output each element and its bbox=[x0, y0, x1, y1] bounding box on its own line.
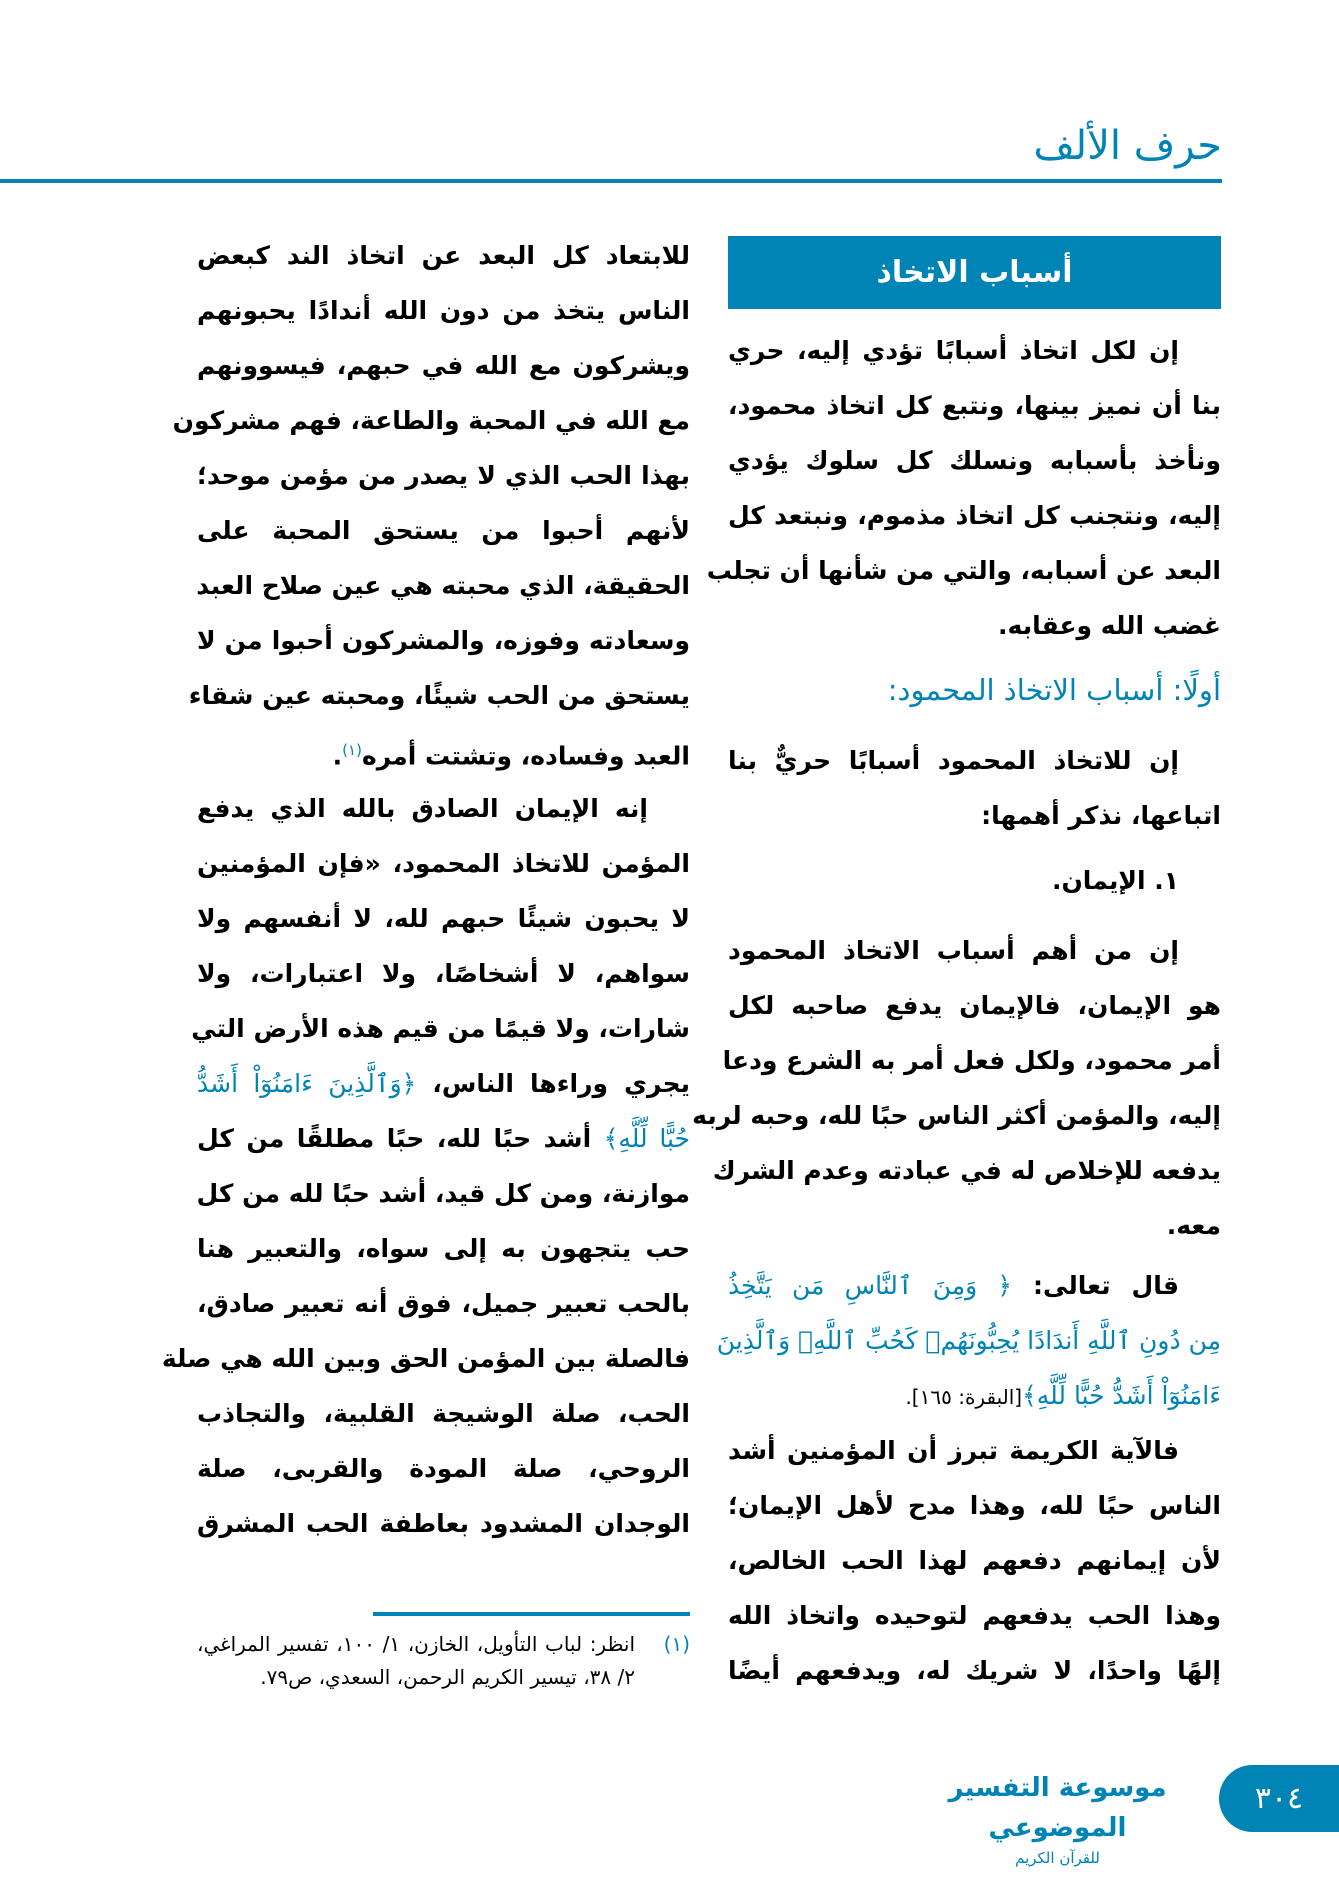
text-segment: إلهًا واحدًا، لا شريك له، ويدفعهم أيضًا bbox=[728, 1656, 1221, 1685]
logo-subtitle: للقرآن الكريم bbox=[1015, 1849, 1100, 1867]
text-segment: غضب الله وعقابه. bbox=[998, 611, 1221, 640]
text-segment: إن من أهم أسباب الاتخاذ المحمود bbox=[728, 936, 1179, 965]
text-segment: هو الإيمان، فالإيمان يدفع صاحبه لكل bbox=[728, 991, 1221, 1020]
text-segment: أولًا: أسباب الاتخاذ المحمود: bbox=[887, 673, 1221, 707]
text-segment: العبد وفساده، وتشتت أمره bbox=[361, 741, 690, 771]
text-line bbox=[197, 1441, 690, 1496]
footnote-number: (١) bbox=[663, 1632, 690, 1656]
text-line bbox=[191, 1001, 690, 1056]
text-line bbox=[197, 338, 690, 393]
text-line bbox=[197, 1386, 690, 1441]
text-segment: وهذا الحب يدفعهم لتوحيده واتخاذ الله bbox=[728, 1601, 1221, 1630]
text-line bbox=[722, 1033, 1221, 1088]
text-segment: لأنهم أحبوا من يستحق المحبة على bbox=[197, 516, 690, 545]
text-line bbox=[197, 613, 690, 668]
text-line bbox=[728, 1533, 1221, 1588]
text-segment: بنا أن نميز بينها، ونتبع كل اتخاذ محمود، bbox=[728, 391, 1221, 420]
section-title: حرف الألف bbox=[1033, 123, 1222, 169]
text-line bbox=[197, 891, 690, 946]
text-segment: فالصلة بين المؤمن الحق وبين الله هي صلة bbox=[161, 1344, 690, 1373]
text-segment: إليه، والمؤمن أكثر الناس حبًا لله، وحبه لربه bbox=[692, 1101, 1221, 1130]
text-segment: الحب، صلة الوشيجة القلبية، والتجاذب bbox=[197, 1399, 690, 1428]
text-line bbox=[728, 978, 1221, 1033]
text-segment: بالحب تعبير جميل، فوق أنه تعبير صادق، bbox=[197, 1289, 690, 1318]
quran-verse: ءَامَنُوٓاْ أَشَدُّ حُبًّا لِّلَّهِ﴾ bbox=[1022, 1381, 1221, 1410]
footnote bbox=[197, 1628, 690, 1694]
text-segment: الوجدان المشدود بعاطفة الحب المشرق bbox=[197, 1509, 690, 1538]
text-line bbox=[197, 448, 690, 503]
text-line bbox=[728, 1588, 1221, 1643]
text-segment: حب يتجهون به إلى سواه، والتعبير هنا bbox=[197, 1234, 690, 1263]
text-line bbox=[197, 836, 690, 891]
text-line bbox=[728, 1368, 1221, 1423]
text-line bbox=[197, 723, 690, 778]
text-segment: أمر محمود، ولكل فعل أمر به الشرع ودعا bbox=[722, 1046, 1221, 1075]
footnote-text: انظر: لباب التأويل، الخازن، ١/ ١٠٠، تفسير المراغي، ٢/ ٣٨، تيسير الكريم الرحمن، السعدي، ص٧٩. bbox=[197, 1632, 635, 1689]
publication-logo bbox=[935, 1768, 1180, 1867]
text-line bbox=[172, 393, 690, 448]
text-line bbox=[728, 433, 1221, 488]
text-segment: سواهم، لا أشخاصًا، ولا اعتبارات، ولا bbox=[197, 959, 690, 988]
text-segment: إنه الإيمان الصادق بالله الذي يدفع bbox=[197, 794, 648, 823]
text-segment: الحقيقة، الذي محبته هي عين صلاح العبد bbox=[196, 571, 690, 600]
text-line bbox=[728, 733, 1221, 788]
text-line bbox=[712, 1143, 1221, 1198]
text-segment: فالآية الكريمة تبرز أن المؤمنين أشد bbox=[728, 1436, 1179, 1465]
text-line bbox=[728, 323, 1221, 378]
text-segment: المؤمن للاتخاذ المحمود، «فإن المؤمنين bbox=[197, 849, 690, 878]
text-line bbox=[197, 558, 690, 613]
text-segment: وسعادته وفوزه، والمشركون أحبوا من لا bbox=[197, 626, 690, 655]
text-segment: يدفعه للإخلاص له في عبادته وعدم الشرك bbox=[712, 1156, 1221, 1185]
text-segment: إن للاتخاذ المحمود أسبابًا حريٌّ بنا bbox=[728, 746, 1179, 775]
text-segment: ١. الإيمان. bbox=[1051, 866, 1179, 895]
text-line bbox=[728, 598, 1221, 653]
footnote-divider bbox=[373, 1612, 690, 1616]
text-line bbox=[197, 283, 690, 338]
text-segment: لأن إيمانهم دفعهم لهذا الحب الخالص، bbox=[728, 1546, 1221, 1575]
text-segment: قال تعالى: bbox=[1012, 1271, 1180, 1300]
text-segment: الناس يتخذ من دون الله أندادًا يحبونهم bbox=[197, 296, 690, 325]
header-divider bbox=[0, 179, 1222, 183]
text-line bbox=[197, 1496, 690, 1551]
text-line bbox=[728, 1198, 1221, 1253]
text-line bbox=[728, 923, 1221, 978]
quran-verse: ﴿وَٱلَّذِينَ ءَامَنُوٓاْ أَشَدُّ bbox=[197, 1069, 417, 1098]
text-line bbox=[728, 1478, 1221, 1533]
text-segment: معه. bbox=[1166, 1211, 1221, 1240]
text-line bbox=[728, 788, 1221, 843]
text-line bbox=[197, 228, 690, 283]
text-segment: اتباعها، نذكر أهمها: bbox=[981, 801, 1221, 830]
section-banner: أسباب الاتخاذ bbox=[728, 236, 1221, 309]
text-segment: ويشركون مع الله في حبهم، فيسوونهم bbox=[197, 351, 690, 380]
text-segment: يستحق من الحب شيئًا، ومحبته عين شقاء bbox=[188, 681, 690, 710]
text-line bbox=[706, 543, 1221, 598]
text-line bbox=[728, 1643, 1221, 1698]
text-segment: ونأخذ بأسبابه ونسلك كل سلوك يؤدي bbox=[728, 446, 1221, 475]
text-segment: موازنة، ومن كل قيد، أشد حبًا لله من كل bbox=[196, 1179, 690, 1208]
text-line bbox=[188, 668, 690, 723]
subheading bbox=[728, 663, 1221, 718]
text-segment: إليه، ونتجنب كل اتخاذ مذموم، ونبتعد كل bbox=[728, 501, 1221, 530]
page-number: ٣٠٤ bbox=[1219, 1765, 1339, 1832]
text-line bbox=[197, 1056, 690, 1111]
text-line bbox=[728, 853, 1221, 908]
logo-title: موسوعة التفسير الموضوعي bbox=[948, 1773, 1167, 1843]
text-segment: أشد حبًا لله، حبًا مطلقًا من كل bbox=[197, 1124, 604, 1153]
text-line bbox=[197, 1221, 690, 1276]
text-line bbox=[161, 1331, 690, 1386]
text-line bbox=[197, 946, 690, 1001]
text-segment: الناس حبًا لله، وهذا مدح لأهل الإيمان؛ bbox=[728, 1491, 1221, 1520]
text-segment: شارات، ولا قيمًا من قيم هذه الأرض التي bbox=[191, 1014, 690, 1043]
text-line bbox=[728, 488, 1221, 543]
text-segment: يجري وراءها الناس، bbox=[416, 1069, 690, 1098]
text-line bbox=[728, 1258, 1221, 1313]
text-segment: لا يحبون شيئًا حبهم لله، لا أنفسهم ولا bbox=[197, 904, 690, 933]
footnote-ref[interactable]: (١) bbox=[342, 741, 362, 759]
text-line bbox=[197, 1111, 690, 1166]
text-segment: مع الله في المحبة والطاعة، فهم مشركون bbox=[172, 406, 690, 435]
text-line bbox=[728, 378, 1221, 433]
text-line bbox=[197, 1166, 690, 1221]
text-line bbox=[197, 781, 690, 836]
text-line bbox=[716, 1313, 1221, 1368]
text-line bbox=[692, 1088, 1221, 1143]
text-line bbox=[197, 1276, 690, 1331]
text-segment: . bbox=[332, 741, 343, 771]
text-segment: البعد عن أسبابه، والتي من شأنها أن تجلب bbox=[706, 556, 1221, 585]
quran-verse: ﴿ وَمِنَ ٱلنَّاسِ مَن يَتَّخِذُ bbox=[728, 1271, 1013, 1300]
text-segment: الروحي، صلة المودة والقربى، صلة bbox=[197, 1454, 690, 1483]
quran-verse: حُبًّا لِّلَّهِ﴾ bbox=[603, 1124, 690, 1153]
text-line bbox=[728, 1423, 1221, 1478]
text-segment: للابتعاد كل البعد عن اتخاذ الند كبعض bbox=[197, 241, 690, 270]
text-segment: بهذا الحب الذي لا يصدر من مؤمن موحد؛ bbox=[197, 461, 690, 490]
text-segment: إن لكل اتخاذ أسبابًا تؤدي إليه، حري bbox=[728, 336, 1179, 365]
quran-verse: مِن دُونِ ٱللَّهِ أَندَادًا يُحِبُّونَهُمۡ كَحُبِّ ٱللَّهِۖ وَٱلَّذِينَ bbox=[716, 1326, 1221, 1355]
text-line bbox=[197, 503, 690, 558]
verse-reference: [البقرة: ١٦٥]. bbox=[905, 1385, 1023, 1409]
